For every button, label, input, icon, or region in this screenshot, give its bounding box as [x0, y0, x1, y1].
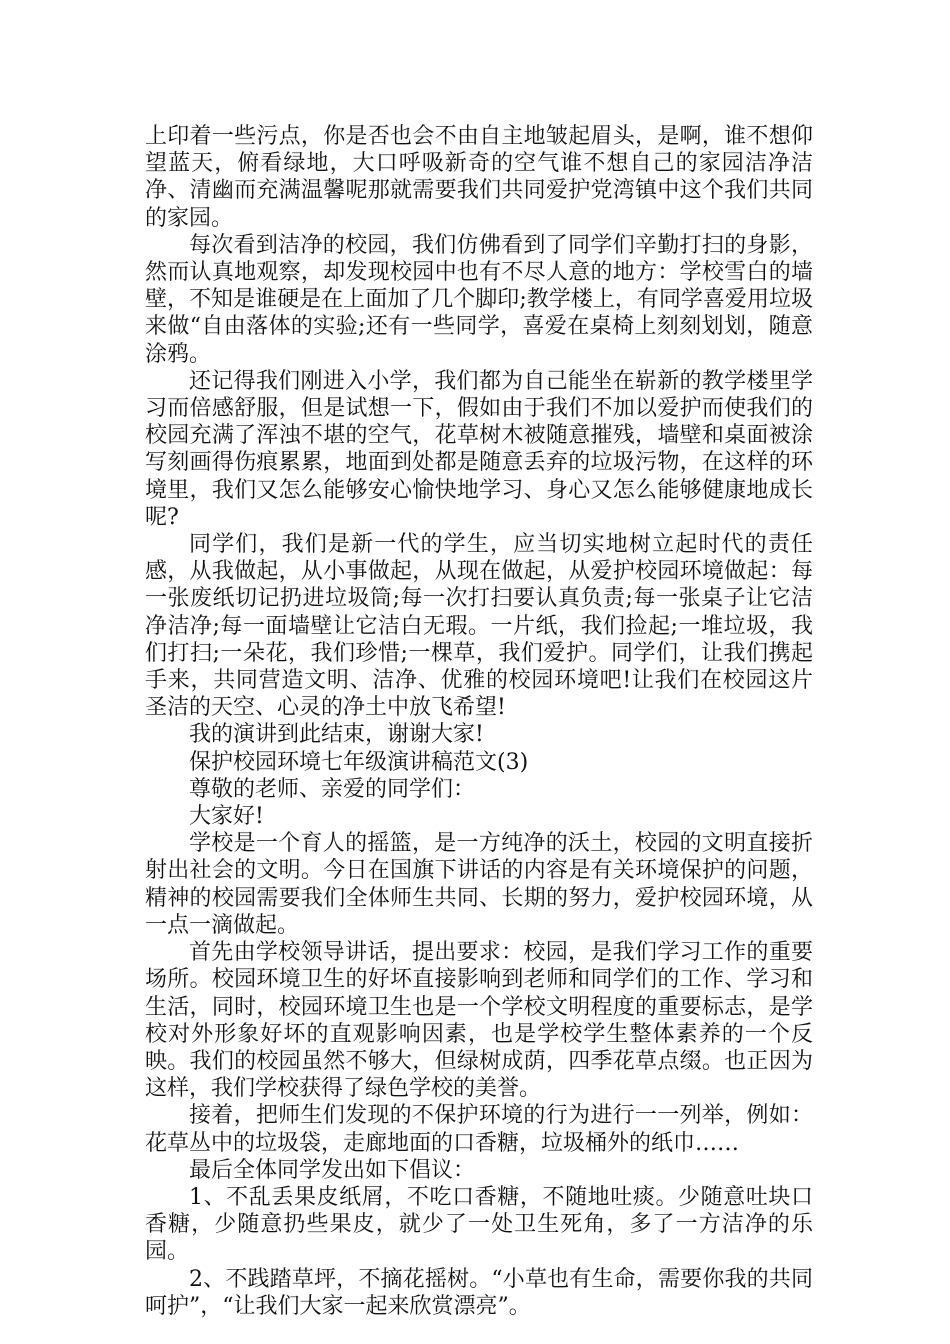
- paragraph: 同学们，我们是新一代的学生，应当切实地树立起时代的责任感，从我做起，从小事做起，从现在做起，从爱护校园环境做起：每一张废纸切记扔进垃圾筒;每一次打扫要认真负责;每一张桌子让它洁净洁净;每一面墙壁让它洁白无瑕。一片纸，我们捡起;一堆垃圾，我们打扫;一朵花，我们珍惜;一棵草，我们爱护。同学们，让我们携起手来，共同营造文明、洁净、优雅的校园环境吧!让我们在校园这片圣洁的天空、心灵的净土中放飞希望!: [145, 532, 813, 721]
- paragraph: 还记得我们刚进入小学，我们都为自己能坐在崭新的教学楼里学习而倍感舒服，但是试想一下，假如由于我们不加以爱护而使我们的校园充满了浑浊不堪的空气，花草树木被随意摧残，墙壁和桌面被涂写刻画得伤痕累累，地面到处都是随意丢弃的垃圾污物，在这样的环境里，我们又怎么能够安心愉快地学习、身心又怎么能够健康地成长呢?: [145, 368, 813, 530]
- paragraph: 每次看到洁净的校园，我们仿佛看到了同学们辛勤打扫的身影，然而认真地观察，却发现校园中也有不尽人意的地方：学校雪白的墙壁，不知是谁硬是在上面加了几个脚印;教学楼上，有同学喜爱用垃圾来做“自由落体的实验;还有一些同学，喜爱在桌椅上刻刻划划，随意涂鸦。: [145, 232, 813, 367]
- paragraph: 接着，把师生们发现的不保护环境的行为进行一一列举，例如：花草丛中的垃圾袋，走廊地面的口香糖，垃圾桶外的纸巾……: [145, 1103, 813, 1156]
- section-title: 保护校园环境七年级演讲稿范文(3): [189, 749, 529, 775]
- closing-line: 我的演讲到此结束，谢谢大家!: [189, 722, 484, 748]
- salutation: 尊敬的老师、亲爱的同学们：: [189, 776, 476, 802]
- list-item: 2、不践踏草坪，不摘花摇树。“小草也有生命，需要你我的共同呵护”，“让我们大家一起来欣赏漂亮”。: [145, 1266, 813, 1319]
- paragraph: 学校是一个育人的摇篮，是一方纯净的沃土，校园的文明直接折射出社会的文明。今日在国旗下讲话的内容是有关环境保护的问题，精神的校园需要我们全体师生共同、长期的努力，爱护校园环境，从一点一滴做起。: [145, 831, 813, 938]
- paragraph-continuation: 上印着一些污点，你是否也会不由自主地皱起眉头，是啊，谁不想仰望蓝天，俯看绿地，大口呼吸新奇的空气谁不想自己的家园洁净洁净、清幽而充满温馨呢那就需要我们共同爱护党湾镇中这个我们共同的家园。: [145, 124, 813, 231]
- greeting: 大家好!: [189, 804, 264, 830]
- list-item: 1、不乱丢果皮纸屑，不吃口香糖，不随地吐痰。少随意吐块口香糖，少随意扔些果皮，就少了一处卫生死角，多了一方洁净的乐园。: [145, 1184, 813, 1265]
- paragraph: 首先由学校领导讲话，提出要求：校园，是我们学习工作的重要场所。校园环境卫生的好坏直接影响到老师和同学们的工作、学习和生活，同时，校园环境卫生也是一个学校文明程度的重要标志，是学校对外形象好坏的直观影响因素，也是学校学生整体素养的一个反映。我们的校园虽然不够大，但绿树成荫，四季花草点缀。也正因为这样，我们学校获得了绿色学校的美誉。: [145, 940, 813, 1102]
- paragraph: 最后全体同学发出如下倡议：: [189, 1157, 476, 1183]
- document-body: [145, 123, 813, 1320]
